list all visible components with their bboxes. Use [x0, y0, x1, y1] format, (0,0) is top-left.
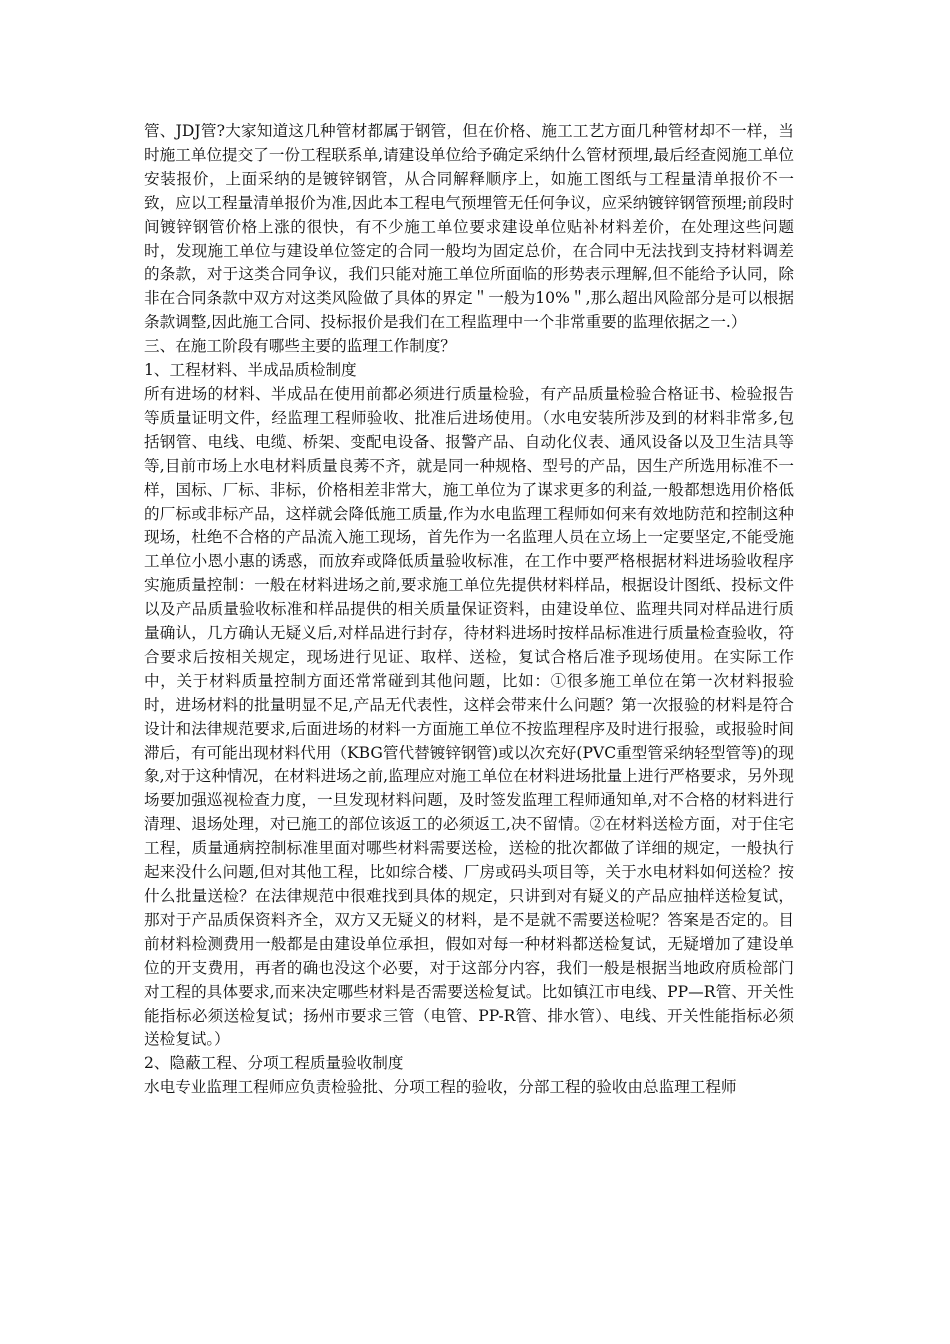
paragraph-contract-pricing: 管、JDJ管?大家知道这几种管材都属于钢管，但在价格、施工工艺方面几种管材却不一样，当时施工单位提交了一份工程联系单,请建设单位给予确定采纳什么管材预埋,最后经查阅施工单位安装报价，上面采纳的是镀锌钢管，从合同解释顺序上，如施工图纸与工程量清单报价不一致，应以工程量清单报价为准,因此本工程电气预埋管无任何争议，应采纳镀锌钢管预埋;前段时间镀锌钢管价格上涨的很快，有不少施工单位要求建设单位贴补材料差价，在处理这些问题时，发现施工单位与建设单位签定的合同一般均为固定总价，在合同中无法找到支持材料调差的条款，对于这类合同争议，我们只能对施工单位所面临的形势表示理解,但不能给予认同，除非在合同条款中双方对这类风险做了具体的界定＂一般为10%＂,那么超出风险部分是可以根据条款调整,因此施工合同、投标报价是我们在工程监理中一个非常重要的监理依据之一.）: [144, 122, 794, 332]
document-page: [144, 120, 794, 1100]
paragraph-concealed-works-acceptance: 水电专业监理工程师应负责检验批、分项工程的验收，分部工程的验收由总监理工程师: [144, 1078, 737, 1097]
section-heading-supervision-systems: 三、在施工阶段有哪些主要的监理工作制度？: [144, 337, 456, 356]
paragraph-material-inspection: 所有进场的材料、半成品在使用前都必须进行质量检验，有产品质量检验合格证书、检验报告等质量证明文件，经监理工程师验收、批准后进场使用。（水电安装所涉及到的材料非常多,包括钢管、电线、电缆、桥架、变配电设备、报警产品、自动化仪表、通风设备以及卫生洁具等等,目前市场上水电材料质量良莠不齐，就是同一种规格、型号的产品，因生产所选用标准不一样，国标、厂标、非标，价格相差非常大，施工单位为了谋求更多的利益,一般都想选用价格低的厂标或非标产品，这样就会降低施工质量,作为水电监理工程师如何来有效地防范和控制这种现场，杜绝不合格的产品流入施工现场，首先作为一名监理人员在立场上一定要坚定,不能受施工单位小恩小惠的诱惑，而放弃或降低质量验收标准，在工作中要严格根据材料进场验收程序实施质量控制：一般在材料进场之前,要求施工单位先提供材料样品，根据设计图纸、投标文件以及产品质量验收标准和样品提供的相关质量保证资料，由建设单位、监理共同对样品进行质量确认，几方确认无疑义后,对样品进行封存，待材料进场时按样品标准进行质量检查验收，符合要求后按相关规定，现场进行见证、取样、送检，复试合格后准予现场使用。在实际工作中，关于材料质量控制方面还常常碰到其他问题，比如：①很多施工单位在第一次材料报验时，进场材料的批量明显不足,产品无代表性，这样会带来什么问题？第一次报验的材料是符合设计和法律规范要求,后面进场的材料一方面施工单位不按监理程序及时进行报验，或报验时间滞后，有可能出现材料代用（KBG管代替镀锌钢管)或以次充好(PVC重型管采纳轻型管等)的现象,对于这种情况，在材料进场之前,监理应对施工单位在材料进场批量上进行严格要求，另外现场要加强巡视检查力度，一旦发现材料问题，及时签发监理工程师通知单,对不合格的材料进行清理、退场处理，对已施工的部位该返工的必须返工,决不留情。②在材料送检方面，对于住宅工程，质量通病控制标准里面对哪些材料需要送检，送检的批次都做了详细的规定，一般执行起来没什么问题,但对其他工程，比如综合楼、厂房或码头项目等，关于水电材料如何送检？按什么批量送检？在法律规范中很难找到具体的规定，只讲到对有疑义的产品应抽样送检复试，那对于产品质保资料齐全，双方又无疑义的材料，是不是就不需要送检呢？答案是否定的。目前材料检测费用一般都是由建设单位承担，假如对每一种材料都送检复试，无疑增加了建设单位的开支费用，再者的确也没这个必要，对于这部分内容，我们一般是根据当地政府质检部门对工程的具体要求,而来决定哪些材料是否需要送检复试。比如镇江市电线、PP—R管、开关性能指标必须送检复试；扬州市要求三管（电管、PP-R管、排水管）、电线、开关性能指标必须送检复试。）: [144, 384, 794, 1049]
subheading-material-inspection: 1、工程材料、半成品质检制度: [144, 361, 357, 380]
subheading-concealed-works-acceptance: 2、隐蔽工程、分项工程质量验收制度: [144, 1054, 404, 1073]
